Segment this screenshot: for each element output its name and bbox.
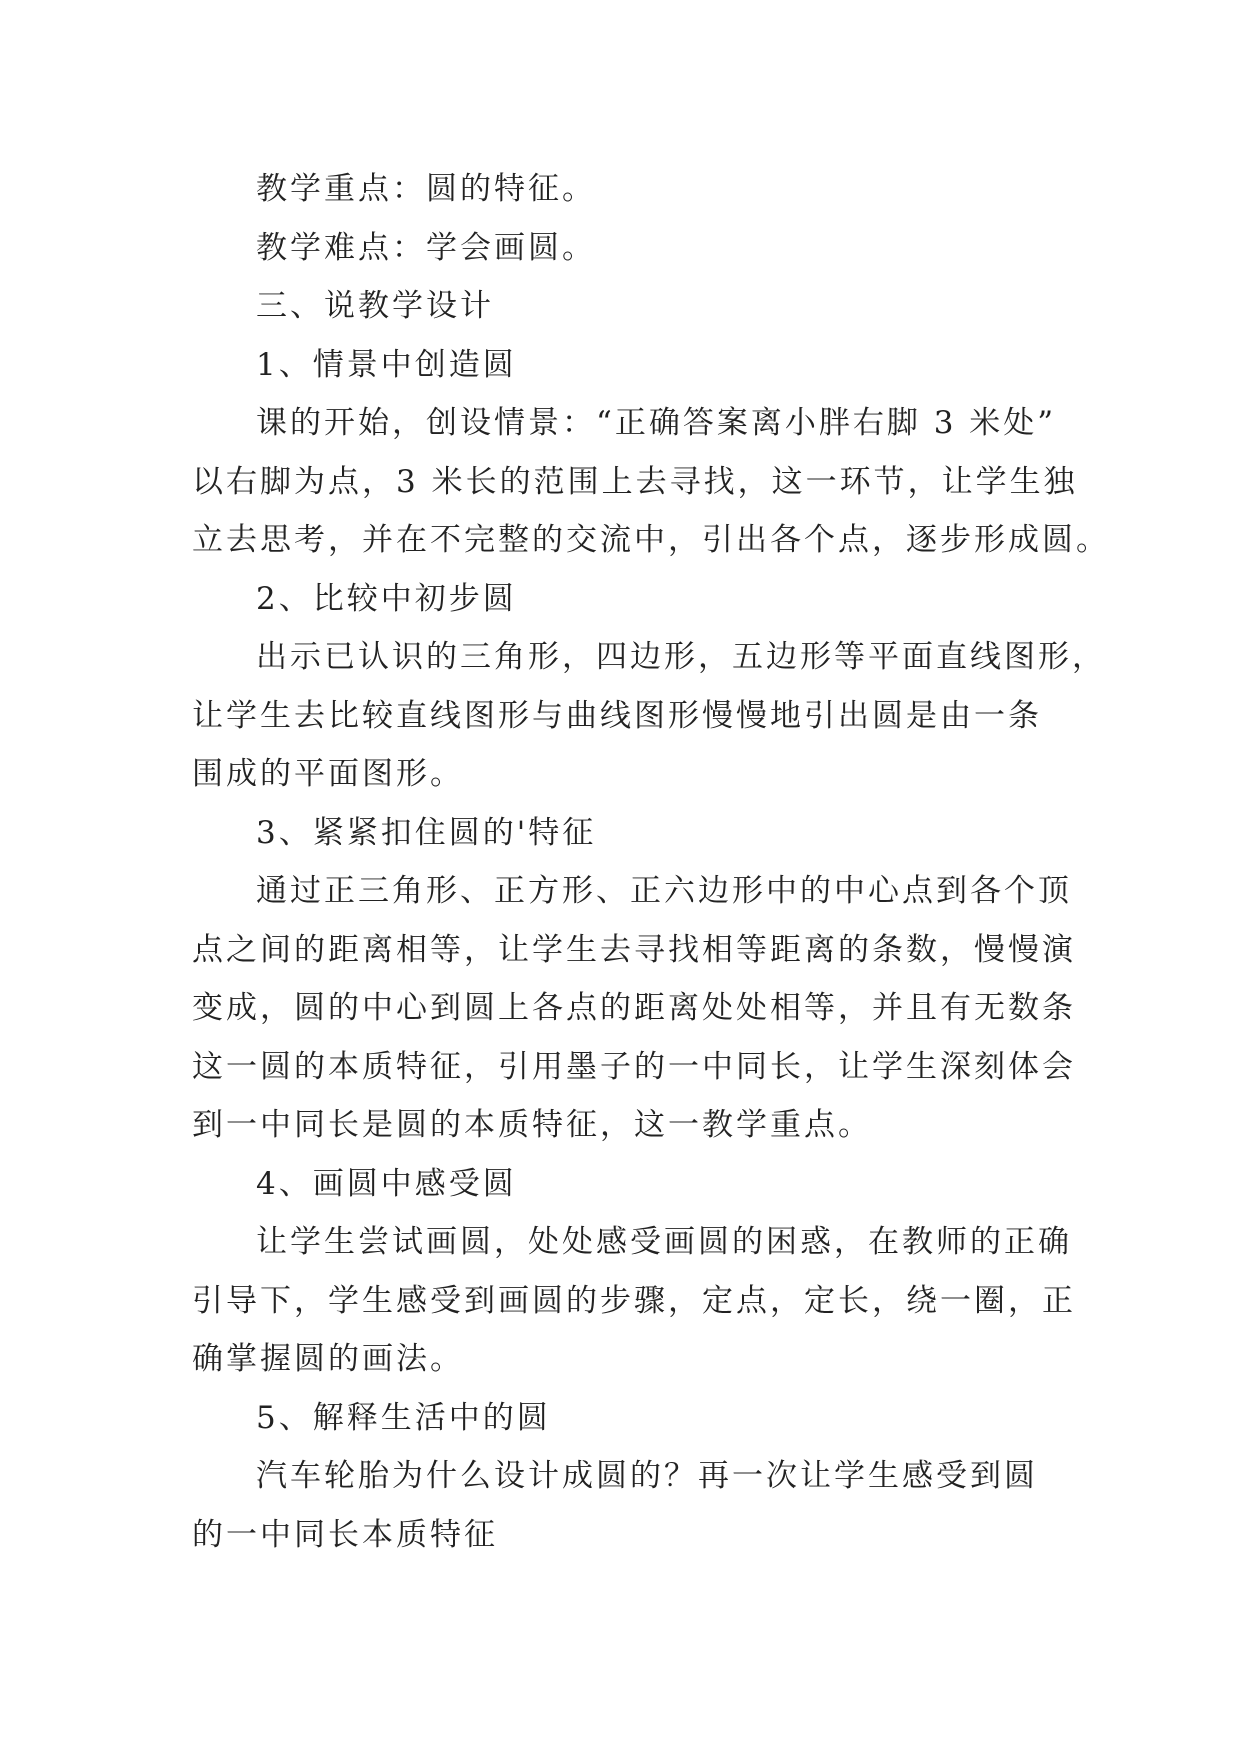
text-line: 立去思考，并在不完整的交流中，引出各个点，逐步形成圆。: [192, 522, 1110, 558]
text-line: 围成的平面图形。: [192, 756, 464, 792]
section-heading: 三、说教学设计: [256, 288, 494, 324]
text-line: 通过正三角形、正方形、正六边形中的中心点到各个顶: [256, 873, 1072, 909]
text-line: 到一中同长是圆的本质特征，这一教学重点。: [192, 1107, 872, 1143]
subsection-heading: 1、情景中创造圆: [256, 346, 517, 383]
text-line: 让学生去比较直线图形与曲线图形慢慢地引出圆是由一条: [192, 697, 1042, 734]
text-line: 这一圆的本质特征，引用墨子的一中同长，让学生深刻体会: [192, 1048, 1076, 1085]
subsection-heading: 3、紧紧扣住圆的'特征: [256, 814, 597, 851]
text-line: 变成，圆的中心到圆上各点的距离处处相等，并且有无数条: [192, 990, 1076, 1026]
text-line: 教学难点：学会画圆。: [256, 229, 596, 266]
text-line: 确掌握圆的画法。: [192, 1341, 464, 1377]
text-line: 出示已认识的三角形，四边形，五边形等平面直线图形，: [256, 639, 1106, 675]
subsection-heading: 2、比较中初步圆: [256, 580, 517, 617]
text-line: 引导下，学生感受到画圆的步骤，定点，定长，绕一圈，正: [192, 1282, 1076, 1319]
text-line: 点之间的距离相等，让学生去寻找相等距离的条数，慢慢演: [192, 931, 1076, 968]
text-line: 以右脚为点，3 米长的范围上去寻找，这一环节，让学生独: [192, 463, 1078, 500]
text-line: 让学生尝试画圆，处处感受画圆的困惑，在教师的正确: [256, 1224, 1072, 1260]
document-body: [192, 160, 1110, 1564]
text-line: 教学重点：圆的特征。: [256, 171, 596, 207]
text-line: 汽车轮胎为什么设计成圆的？再一次让学生感受到圆: [256, 1458, 1038, 1494]
subsection-heading: 4、画圆中感受圆: [256, 1165, 517, 1202]
text-line: 的一中同长本质特征: [192, 1516, 498, 1553]
text-line: 课的开始，创设情景：“正确答案离小胖右脚 3 米处”: [256, 405, 1057, 441]
subsection-heading: 5、解释生活中的圆: [256, 1399, 551, 1436]
